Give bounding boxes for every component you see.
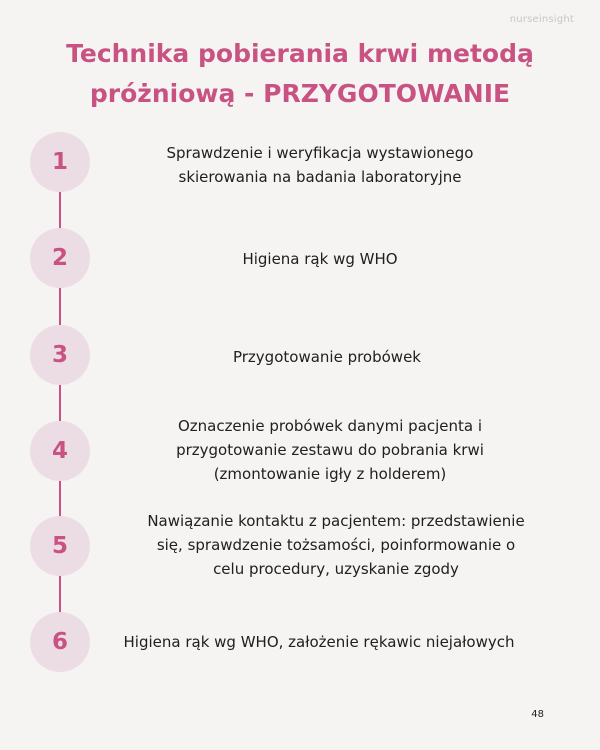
step-text-1 xyxy=(130,141,510,189)
step-2-line-1: Higiena rąk wg WHO xyxy=(242,250,398,268)
step-4-line-3: (zmontowanie igły z holderem) xyxy=(213,465,447,483)
step-1-line-1: Sprawdzenie i weryfikacja wystawionego xyxy=(166,144,474,162)
step-3-line-1: Przygotowanie probówek xyxy=(232,348,421,366)
step-number-5: 5 xyxy=(30,516,90,576)
title-line-1: Technika pobierania krwi metodą xyxy=(66,39,534,68)
brand-logo: nurseinsight xyxy=(509,14,574,25)
step-6-line-1: Higiena rąk wg WHO, założenie rękawic niejałowych xyxy=(123,633,515,651)
step-text-6 xyxy=(100,630,538,654)
step-4-line-2: przygotowanie zestawu do pobrania krwi xyxy=(176,441,484,459)
step-text-4 xyxy=(130,414,530,486)
step-1-line-2: skierowania na badania laboratoryjne xyxy=(178,168,462,186)
step-number-6: 6 xyxy=(30,612,90,672)
title-line-2: próżniową - PRZYGOTOWANIE xyxy=(89,79,511,108)
page-title xyxy=(0,34,600,114)
step-number-2: 2 xyxy=(30,228,90,288)
step-number-1: 1 xyxy=(30,132,90,192)
step-5-line-3: celu procedury, uzyskanie zgody xyxy=(213,560,459,578)
step-5-line-1: Nawiązanie kontaktu z pacjentem: przedstawienie xyxy=(147,512,525,530)
page-number: 48 xyxy=(531,709,544,720)
step-number-3: 3 xyxy=(30,325,90,385)
step-5-line-2: się, sprawdzenie tożsamości, poinformowanie o xyxy=(156,536,516,554)
step-number-4: 4 xyxy=(30,421,90,481)
step-text-3 xyxy=(130,345,524,369)
step-text-2 xyxy=(130,247,510,271)
step-4-line-1: Oznaczenie probówek danymi pacjenta i xyxy=(177,417,483,435)
step-text-5 xyxy=(108,509,564,581)
